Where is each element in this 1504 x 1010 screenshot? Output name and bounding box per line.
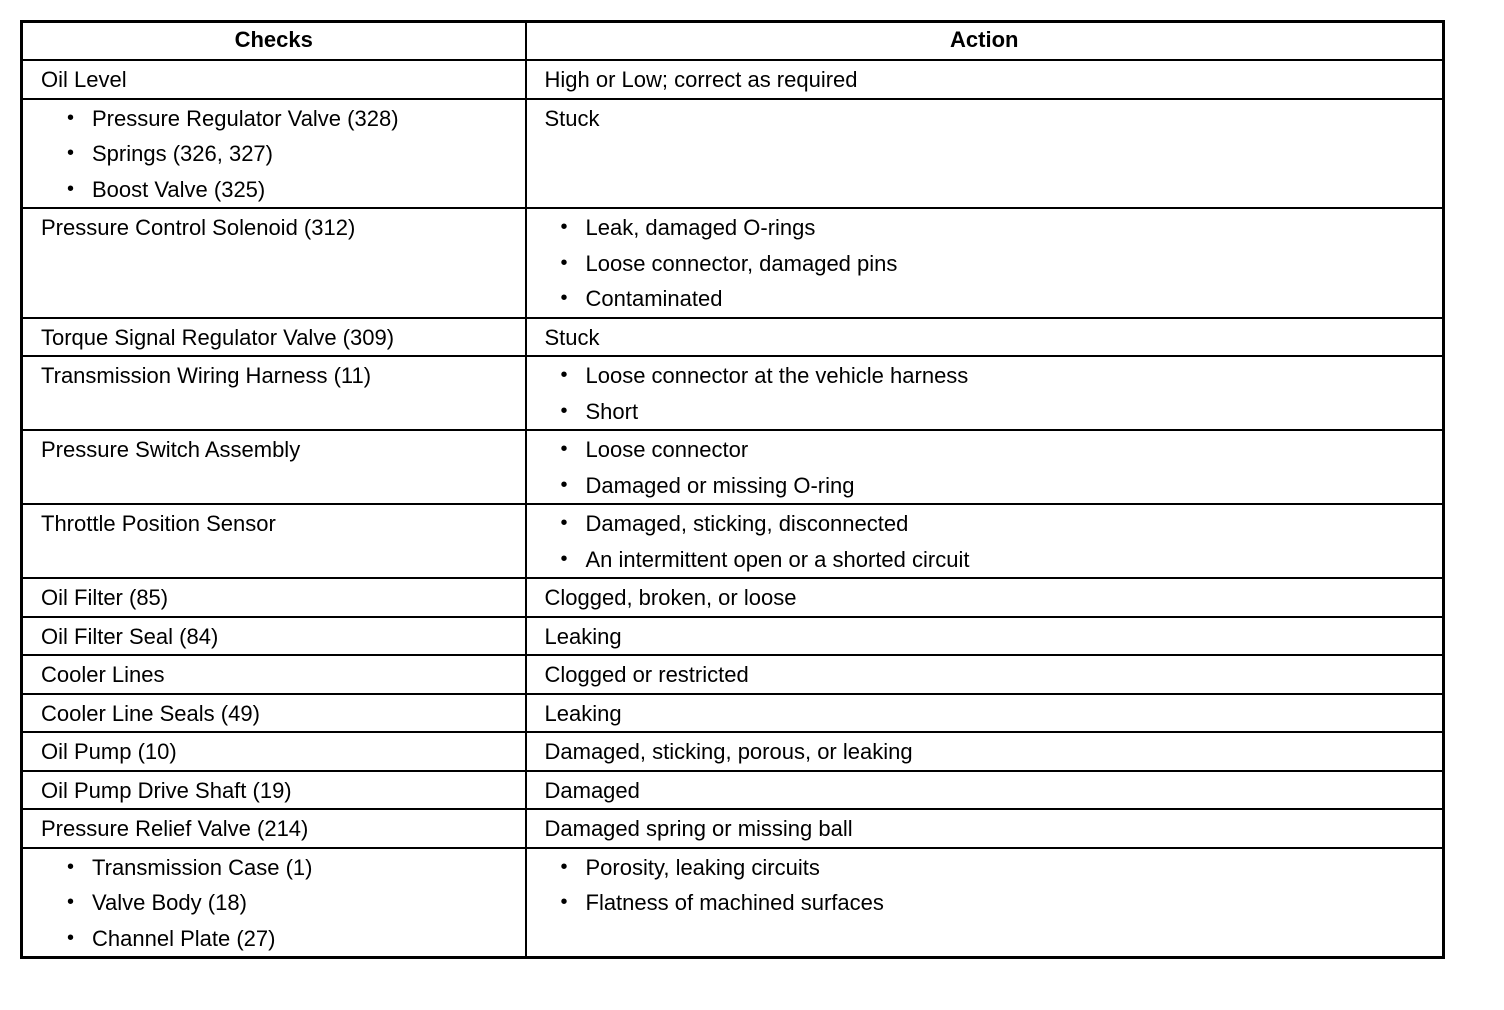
action-bullet-item: • Damaged, sticking, disconnected bbox=[561, 506, 1443, 542]
action-text: High or Low; correct as required bbox=[544, 67, 858, 92]
action-cell bbox=[526, 848, 1444, 958]
action-text: Stuck bbox=[544, 324, 600, 350]
check-text: Pressure Relief Valve (214) bbox=[41, 816, 309, 841]
table-row bbox=[22, 732, 1444, 771]
table-row bbox=[22, 208, 1444, 318]
check-cell bbox=[22, 99, 526, 209]
check-cell bbox=[22, 208, 526, 318]
check-bullet-item: • Transmission Case (1) bbox=[67, 850, 525, 886]
action-bullet-item: • Short bbox=[561, 394, 1443, 430]
check-text: Cooler Line Seals (49) bbox=[41, 700, 260, 726]
checks-action-table bbox=[20, 20, 1445, 959]
table-row bbox=[22, 99, 1444, 209]
check-text: Pressure Control Solenoid (312) bbox=[41, 215, 356, 240]
check-text: Throttle Position Sensor bbox=[41, 511, 276, 536]
action-text: Leaking bbox=[544, 700, 622, 726]
check-cell bbox=[22, 578, 526, 617]
action-bullet-item: • Loose connector, damaged pins bbox=[561, 246, 1443, 282]
table-row bbox=[22, 578, 1444, 617]
action-bullet-item: • Damaged or missing O-ring bbox=[561, 468, 1443, 504]
check-text: Torque Signal Regulator Valve (309) bbox=[41, 324, 395, 350]
action-text: Leaking bbox=[544, 623, 622, 649]
action-cell bbox=[526, 732, 1444, 771]
check-text: Oil Pump (10) bbox=[41, 739, 177, 764]
check-cell bbox=[22, 732, 526, 771]
table-body bbox=[22, 60, 1444, 958]
action-bullet-list bbox=[527, 357, 1443, 429]
header-row bbox=[22, 22, 1444, 61]
table-row bbox=[22, 694, 1444, 733]
check-cell bbox=[22, 771, 526, 810]
check-bullet-list bbox=[23, 100, 525, 208]
table-row bbox=[22, 60, 1444, 99]
action-cell bbox=[526, 99, 1444, 209]
check-bullet-item: • Boost Valve (325) bbox=[67, 172, 525, 208]
action-bullet-item: • Porosity, leaking circuits bbox=[561, 850, 1443, 886]
table-row bbox=[22, 848, 1444, 958]
check-bullet-item: • Springs (326, 327) bbox=[67, 136, 525, 172]
check-bullet-item: • Pressure Regulator Valve (328) bbox=[67, 101, 525, 137]
action-bullet-item: • Contaminated bbox=[561, 281, 1443, 317]
check-text: Pressure Switch Assembly bbox=[41, 437, 301, 462]
check-text: Cooler Lines bbox=[41, 662, 165, 687]
action-cell bbox=[526, 356, 1444, 430]
check-bullet-item: • Valve Body (18) bbox=[67, 885, 525, 921]
check-text: Oil Level bbox=[41, 67, 127, 92]
check-text: Oil Filter (85) bbox=[41, 585, 169, 610]
check-cell bbox=[22, 655, 526, 694]
check-cell bbox=[22, 318, 526, 357]
table-row bbox=[22, 430, 1444, 504]
check-text: Transmission Wiring Harness (11) bbox=[41, 363, 372, 388]
action-bullet-item: • Leak, damaged O-rings bbox=[561, 210, 1443, 246]
action-bullet-list bbox=[527, 209, 1443, 317]
table-row bbox=[22, 771, 1444, 810]
action-cell bbox=[526, 318, 1444, 357]
check-cell bbox=[22, 809, 526, 848]
table-row bbox=[22, 356, 1444, 430]
check-cell bbox=[22, 694, 526, 733]
check-bullet-list bbox=[23, 849, 525, 957]
action-cell bbox=[526, 771, 1444, 810]
action-bullet-list bbox=[527, 505, 1443, 577]
action-bullet-item: • Flatness of machined surfaces bbox=[561, 885, 1443, 921]
table-row bbox=[22, 617, 1444, 656]
header-action: Action bbox=[526, 22, 1444, 61]
check-text: Oil Pump Drive Shaft (19) bbox=[41, 777, 292, 803]
action-cell bbox=[526, 60, 1444, 99]
action-bullet-list bbox=[527, 431, 1443, 503]
check-text: Oil Filter Seal (84) bbox=[41, 623, 219, 649]
table-row bbox=[22, 655, 1444, 694]
action-text: Clogged, broken, or loose bbox=[544, 585, 797, 610]
action-text: Damaged bbox=[544, 777, 640, 803]
action-text: Stuck bbox=[544, 105, 600, 131]
header-checks: Checks bbox=[22, 22, 526, 61]
action-bullet-item: • Loose connector bbox=[561, 432, 1443, 468]
check-cell bbox=[22, 356, 526, 430]
action-cell bbox=[526, 617, 1444, 656]
check-cell bbox=[22, 617, 526, 656]
action-text: Clogged or restricted bbox=[544, 662, 749, 687]
action-cell bbox=[526, 208, 1444, 318]
check-cell bbox=[22, 848, 526, 958]
action-text: Damaged spring or missing ball bbox=[544, 816, 853, 841]
action-cell bbox=[526, 694, 1444, 733]
action-bullet-item: • Loose connector at the vehicle harness bbox=[561, 358, 1443, 394]
action-bullet-item: • An intermittent open or a shorted circuit bbox=[561, 542, 1443, 578]
check-cell bbox=[22, 430, 526, 504]
table-row bbox=[22, 504, 1444, 578]
check-cell bbox=[22, 504, 526, 578]
table-row bbox=[22, 318, 1444, 357]
action-cell bbox=[526, 504, 1444, 578]
action-cell bbox=[526, 655, 1444, 694]
action-cell bbox=[526, 578, 1444, 617]
action-cell bbox=[526, 430, 1444, 504]
table-row bbox=[22, 809, 1444, 848]
check-cell bbox=[22, 60, 526, 99]
check-bullet-item: • Channel Plate (27) bbox=[67, 921, 525, 957]
action-bullet-list bbox=[527, 849, 1443, 921]
action-cell bbox=[526, 809, 1444, 848]
action-text: Damaged, sticking, porous, or leaking bbox=[544, 739, 913, 764]
